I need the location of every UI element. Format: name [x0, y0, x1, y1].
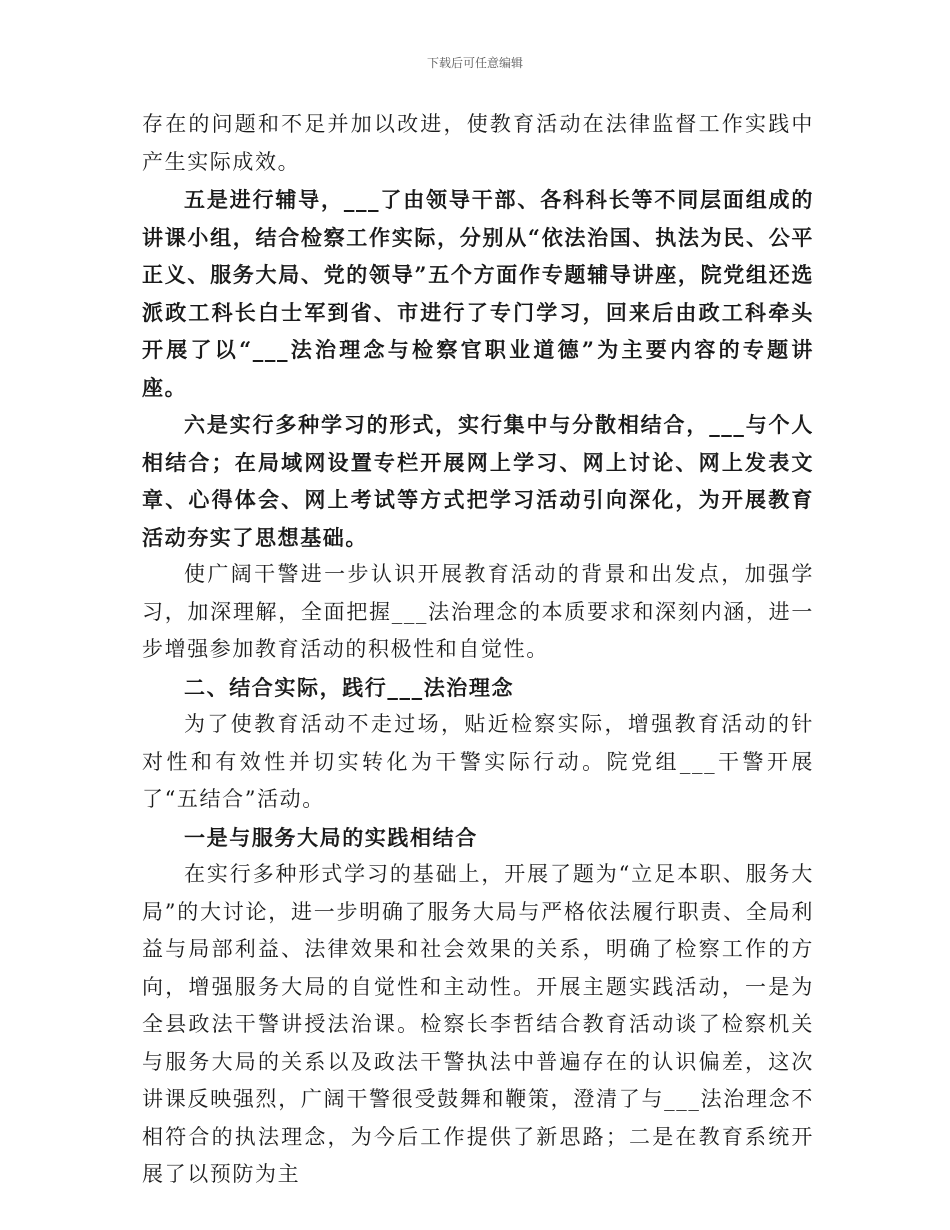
- paragraph-3: 六是实行多种学习的形式，实行集中与分散相结合，___与个人相结合；在局域网设置专栏开展网上学习、网上讨论、网上发表文章、心得体会、网上考试等方式把学习活动引向深化，为开展教育活动夯实了思想基础。: [142, 412, 814, 550]
- page-header-note: 下载后可任意编辑: [426, 56, 523, 70]
- paragraph-6: 在实行多种形式学习的基础上，开展了题为“立足本职、服务大局”的大讨论，进一步明确了服务大局与严格依法履行职责、全局利益与局部利益、法律效果和社会效果的关系，明确了检察工作的方向，增强服务大局的自觉性和主动性。开展主题实践活动，一是为全县政法干警讲授法治课。检察长李哲结合教育活动谈了检察机关与服务大局的关系以及政法干警执法中普遍存在的认识偏差，这次讲课反映强烈，广阔干警很受鼓舞和鞭策，澄清了与___法治理念不相符合的执法理念，为今后工作提供了新思路；二是在教育系统开展了以预防为主: [142, 862, 814, 1186]
- paragraph-5: 为了使教育活动不走过场，贴近检察实际，增强教育活动的针对性和有效性并切实转化为干警实际行动。院党组___干警开展了“五结合”活动。: [142, 712, 814, 811]
- subheading-1: 一是与服务大局的实践相结合: [184, 824, 478, 850]
- paragraph-4: 使广阔干警进一步认识开展教育活动的背景和出发点，加强学习，加深理解，全面把握___法治理念的本质要求和深刻内涵，进一步增强参加教育活动的积极性和自觉性。: [142, 562, 814, 661]
- paragraph-2: 五是进行辅导，___了由领导干部、各科科长等不同层面组成的讲课小组，结合检察工作实际，分别从“依法治国、执法为民、公平正义、服务大局、党的领导”五个方面作专题辅导讲座，院党组还选派政工科长白士军到省、市进行了专门学习，回来后由政工科牵头开展了以“___法治理念与检察官职业道德”为主要内容的专题讲座。: [142, 187, 814, 400]
- section-heading-2: 二、结合实际，践行___法治理念: [184, 674, 515, 700]
- document-body: [142, 106, 814, 1194]
- paragraph-1: 存在的问题和不足并加以改进，使教育活动在法律监督工作实践中产生实际成效。: [142, 112, 814, 174]
